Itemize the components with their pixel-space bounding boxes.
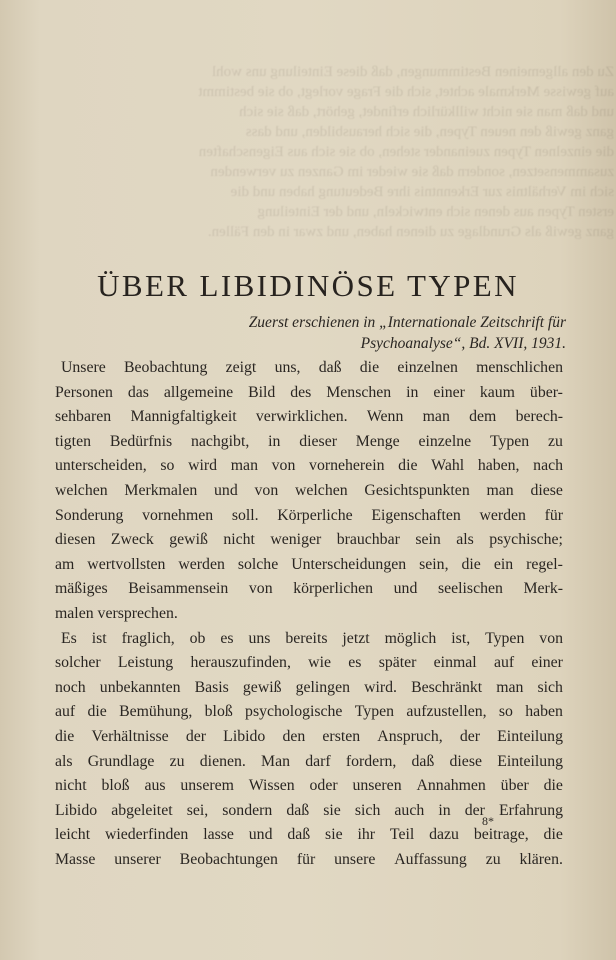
word: unserer xyxy=(114,850,161,868)
text-line xyxy=(55,553,563,578)
word: ihr xyxy=(357,826,376,844)
word: Gesichtspunkten xyxy=(364,481,470,499)
word: und xyxy=(214,481,238,499)
word: gewiß xyxy=(242,678,282,696)
text-line xyxy=(55,504,563,529)
word: bloß xyxy=(204,703,233,721)
word: es xyxy=(348,654,362,672)
word: nachgibt, xyxy=(190,432,250,450)
word: bereits xyxy=(285,629,328,647)
word: die xyxy=(398,457,418,475)
word: herauszufinden, xyxy=(190,654,291,672)
source-note xyxy=(146,312,566,354)
signature-mark: 8* xyxy=(482,814,494,828)
paragraph xyxy=(55,356,563,627)
word: den xyxy=(282,727,306,745)
word: später xyxy=(378,654,417,672)
word: nicht xyxy=(223,531,255,549)
word: unsere xyxy=(334,850,376,868)
word: Typen xyxy=(354,703,395,721)
word: menschlichen xyxy=(476,359,563,376)
word: Man xyxy=(261,752,291,770)
word: abgeleitet xyxy=(111,801,173,819)
word: Bedürfnis xyxy=(109,432,173,450)
word: wird xyxy=(188,457,218,475)
word: werden xyxy=(479,506,526,524)
text-line xyxy=(55,381,563,406)
text-line xyxy=(55,430,563,455)
word: Eigenschaften xyxy=(371,506,461,524)
word: diesen xyxy=(55,531,96,549)
word: allgemeine xyxy=(163,383,234,401)
text-line xyxy=(55,750,563,775)
word: daß xyxy=(287,826,311,844)
word: man xyxy=(496,678,524,696)
word: man xyxy=(486,481,514,499)
word: über- xyxy=(529,383,563,401)
word: seelischen xyxy=(437,580,503,598)
word: der xyxy=(459,727,480,745)
word: Libido xyxy=(55,801,98,819)
word: psychologische xyxy=(245,703,343,721)
word: verwirklichen. xyxy=(255,408,348,426)
text-line xyxy=(55,577,563,602)
word: auch xyxy=(394,801,425,819)
word: vorneherein xyxy=(309,457,385,475)
word: vornehmen xyxy=(142,506,214,524)
text-line xyxy=(55,454,563,479)
text-line xyxy=(55,528,563,553)
word: und xyxy=(248,826,273,844)
word: psychische; xyxy=(489,531,563,549)
word: jetzt xyxy=(342,629,370,647)
word: sein, xyxy=(419,555,449,573)
word: Grundlage xyxy=(87,752,155,770)
word: die xyxy=(543,826,563,844)
word: Basis xyxy=(194,678,229,696)
word: lasse xyxy=(203,826,234,844)
word: die xyxy=(543,777,563,795)
word: diese xyxy=(449,752,482,770)
word: einzelne xyxy=(418,432,472,450)
word: diese xyxy=(530,481,563,499)
word: der xyxy=(464,801,485,819)
word: als xyxy=(55,752,73,770)
word: auf xyxy=(493,654,515,672)
text-line xyxy=(55,405,563,430)
word: auf xyxy=(55,703,76,721)
word: die xyxy=(461,555,481,573)
word: Typen xyxy=(489,432,530,450)
word: sein xyxy=(415,531,441,549)
word: uns, xyxy=(274,359,301,376)
word: das xyxy=(127,383,149,401)
word: Leistung xyxy=(117,654,174,672)
word: Verhältnisse xyxy=(91,727,169,745)
word: Wahl xyxy=(431,457,465,475)
word: Bild xyxy=(248,383,276,401)
word: sehbaren xyxy=(55,408,112,426)
word: von xyxy=(248,580,273,598)
word: dieser xyxy=(299,432,337,450)
source-note-line: Psychoanalyse“, Bd. XVII, 1931. xyxy=(360,335,566,352)
word: ist, xyxy=(451,629,471,647)
word: zu xyxy=(485,850,501,868)
word: haben xyxy=(525,703,563,721)
word: Personen xyxy=(55,383,113,401)
word: die xyxy=(55,727,75,745)
word: unseren xyxy=(352,777,402,795)
word: soll. xyxy=(231,506,259,524)
word: zu xyxy=(169,752,185,770)
word: Menge xyxy=(355,432,400,450)
word: ist xyxy=(91,629,107,647)
word: weniger xyxy=(270,531,322,549)
text-line: malen versprechen. xyxy=(55,604,178,622)
word: leicht xyxy=(55,826,91,844)
word: für xyxy=(296,850,316,868)
word: daß xyxy=(286,801,310,819)
word: Sonderung xyxy=(55,506,124,524)
word: aus xyxy=(144,777,166,795)
word: Libido xyxy=(223,727,266,745)
word: mäßiges xyxy=(55,580,108,598)
word: klären. xyxy=(519,850,563,868)
word: Mannigfaltigkeit xyxy=(130,408,237,426)
word: dazu xyxy=(429,826,459,844)
word: Wenn xyxy=(366,408,404,426)
word: möglich xyxy=(384,629,437,647)
word: unterscheiden, xyxy=(55,457,147,475)
word: uns xyxy=(248,629,271,647)
word: dienen. xyxy=(199,752,246,770)
word: einer xyxy=(531,654,563,672)
word: Teil xyxy=(389,826,415,844)
word: Wissen xyxy=(248,777,295,795)
word: solche xyxy=(237,555,279,573)
word: tigten xyxy=(55,432,91,450)
word: fordern, xyxy=(345,752,397,770)
word: körperlichen xyxy=(293,580,374,598)
word: am xyxy=(55,555,75,573)
word: von xyxy=(539,629,563,647)
chapter-title: ÜBER LIBIDINÖSE TYPEN xyxy=(97,268,519,303)
word: wird. xyxy=(364,678,397,696)
word: Typen xyxy=(485,629,525,647)
body-text xyxy=(55,356,563,872)
show-through-text: Zu den allgemeinen Bestimmungen, daß diese Einteilung uns wohl auf gewisse Merkmale achtet, sich die Frage vorlegt, ob sie bestimmt und daß man sie nicht willkürlich erfindet, gehört, daß sie sich ganz gewiß den neuen Typen, die sich herausbilden, und dass die einzelnen Typen zueinander stehen, ob sie sich aus Eigenschaften zusammensetzen, sondern daß sie wieder im Ganzen zu verwenden sich im Verhältnis zur Erkenntnis ihre Bedeutung haben und die ersten Typen aus denen sich entwickeln, und der Einteilung ganz gewiß als Grundlage zu dienen haben, und zwar in den Fällen. xyxy=(198,64,614,240)
word: einer xyxy=(433,383,465,401)
word: sei, xyxy=(186,801,209,819)
word: von xyxy=(254,481,279,499)
text-line xyxy=(55,356,563,381)
word: so xyxy=(498,703,513,721)
word: so xyxy=(160,457,175,475)
word: Bemühung, xyxy=(119,703,193,721)
word: kaum xyxy=(479,383,515,401)
paragraph xyxy=(55,627,563,873)
word: brauchbar xyxy=(336,531,400,549)
word: Beobachtung xyxy=(124,359,208,376)
word: unserem xyxy=(180,777,234,795)
word: sondern xyxy=(222,801,273,819)
word: Masse xyxy=(55,850,96,868)
word: der xyxy=(185,727,207,745)
text-line xyxy=(55,651,563,676)
word: Auffassung xyxy=(394,850,467,868)
word: Unsere xyxy=(61,359,106,376)
word: sie xyxy=(323,801,341,819)
word: werden xyxy=(178,555,225,573)
word: Einteilung xyxy=(497,727,563,745)
word: Annahmen xyxy=(416,777,486,795)
word: Merk- xyxy=(523,580,563,598)
source-note-line: Zuerst erschienen in „Internationale Zeitschrift für xyxy=(248,314,566,331)
word: Einteilung xyxy=(497,752,563,770)
word: Körperliche xyxy=(277,506,353,524)
word: zeigt xyxy=(225,359,257,376)
word: Beisammensein xyxy=(128,580,229,598)
word: Beschränkt xyxy=(411,678,483,696)
word: oder xyxy=(309,777,338,795)
word: wertvollsten xyxy=(87,555,166,573)
word: welchen xyxy=(55,481,108,499)
word: noch xyxy=(55,678,86,696)
word: aufzustellen, xyxy=(406,703,487,721)
word: für xyxy=(544,506,563,524)
word: unbekannten xyxy=(99,678,181,696)
word: man xyxy=(230,457,258,475)
word: nicht xyxy=(55,777,87,795)
word: ob xyxy=(189,629,206,647)
text-line xyxy=(55,676,563,701)
word: über xyxy=(500,777,529,795)
word: bloß xyxy=(101,777,130,795)
word: in xyxy=(406,383,419,401)
word: daß xyxy=(411,752,435,770)
word: berech- xyxy=(515,408,563,426)
word: beitrage, xyxy=(473,826,529,844)
word: Unterscheidungen xyxy=(291,555,407,573)
word: Beobachtungen xyxy=(179,850,278,868)
word: in xyxy=(268,432,281,450)
word: regel- xyxy=(526,555,563,573)
word: zu xyxy=(548,432,563,450)
word: fraglich, xyxy=(121,629,175,647)
word: wiederfinden xyxy=(104,826,189,844)
text-line xyxy=(55,848,563,873)
word: einmal xyxy=(433,654,477,672)
word: sie xyxy=(325,826,343,844)
word: welchen xyxy=(295,481,348,499)
text-line xyxy=(55,700,563,725)
word: sich xyxy=(354,801,381,819)
word: solcher xyxy=(55,654,101,672)
word: Merkmalen xyxy=(124,481,198,499)
text-line xyxy=(55,774,563,799)
word: es xyxy=(220,629,234,647)
word: Es xyxy=(61,629,77,647)
word: wie xyxy=(308,654,331,672)
word: Erfahrung xyxy=(498,801,563,819)
word: Zweck xyxy=(110,531,154,549)
word: haben, xyxy=(477,457,520,475)
word: ersten xyxy=(322,727,361,745)
text-line xyxy=(55,725,563,750)
word: man xyxy=(422,408,450,426)
word: die xyxy=(359,359,380,376)
word: sich xyxy=(537,678,563,696)
word: gewiß xyxy=(169,531,208,549)
word: darf xyxy=(305,752,331,770)
word: Menschen xyxy=(326,383,392,401)
word: gelingen xyxy=(295,678,350,696)
word: nach xyxy=(533,457,563,475)
text-line xyxy=(55,479,563,504)
word: die xyxy=(87,703,107,721)
word: einzelnen xyxy=(397,359,458,376)
text-line xyxy=(55,627,563,652)
word: in xyxy=(438,801,451,819)
word: daß xyxy=(318,359,342,376)
word: von xyxy=(271,457,296,475)
word: Anspruch, xyxy=(377,727,443,745)
word: dem xyxy=(469,408,497,426)
word: des xyxy=(290,383,312,401)
word: ein xyxy=(493,555,514,573)
word: als xyxy=(456,531,474,549)
word: und xyxy=(393,580,418,598)
